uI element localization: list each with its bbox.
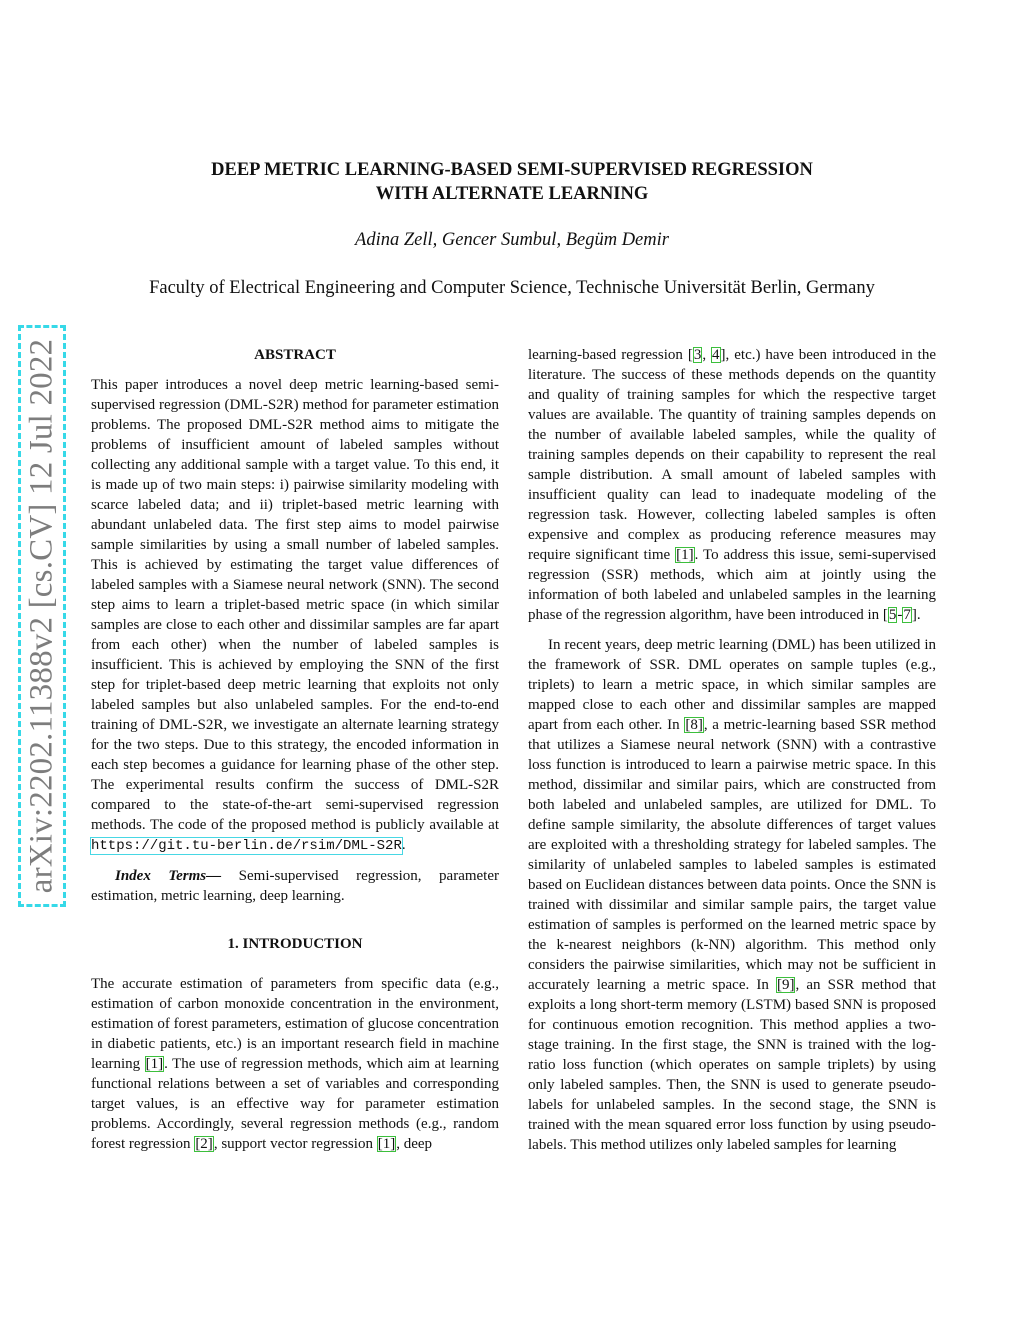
citation-link[interactable]: 7 (903, 607, 911, 623)
citation-link[interactable]: [1] (377, 1136, 396, 1152)
citation-link[interactable]: [1] (145, 1056, 164, 1072)
arxiv-stamp (18, 325, 66, 907)
intro-paragraph-1: The accurate estimation of parameters from specific data (e.g., estimation of carbon monoxide concentration in the environment, estimation of forest parameters, estimation of glucose concentration in diabetic patients, etc.) is an important research field in machine learning [1]. The use of regression methods, which aim at learning functional relations between a set of variables and corresponding target values, is an effective way for parameter estimation problems. Accordingly, several regression methods (e.g., random forest regression [2], support vector regression [1], deep (91, 976, 499, 1152)
index-terms: Index Terms— Semi-supervised regression, parameter estimation, metric learning, deep learning. (91, 868, 500, 904)
affiliation: Faculty of Electrical Engineering and Computer Science, Technische Universität Berlin, Germany (149, 278, 875, 298)
abstract-text: This paper introduces a novel deep metric learning-based semi-supervised regression (DML-S2R) method for parameter estimation problems. The proposed DML-S2R method aims to mitigate the problems of insufficient amount of labeled samples without collecting any additional sample with a target value. To this end, it is made up of two main steps: i) pairwise similarity modeling with scarce labeled data; and ii) triplet-based metric learning with abundant unlabeled data. The first step aims to model pairwise sample similarities by using a small number of labeled samples. This is achieved by estimating the target value differences of labeled samples with a Siamese neural network (SNN). The second step aims to learn a triplet-based metric space (in which similar samples are close to each other and dissimilar samples are far apart from each other) when the number of labeled samples is insufficient. This is achieved by employing the SNN of the first step for triplet-based deep metric learning that exploits not only labeled samples but also unlabeled samples. For the end-to-end training of DML-S2R, we investigate an alternate learning strategy for the two steps. Due to this strategy, the encoded information in each step becomes a guidance for learning phase of the other step. The experimental results confirm the success of DML-S2R compared to the state-of-the-art semi-supervised regression methods. The code of the proposed method is publicly available at https://git.tu-berlin.de/rsim/DML-S2R. (91, 377, 499, 854)
citation-link[interactable]: [1] (676, 547, 694, 563)
intro-paragraph-2: In recent years, deep metric learning (DML) has been utilized in the framework of SSR. DML operates on sample tuples (e.g., triplets) to learn a metric space, in which similar samples are mapped close to each other and dissimilar samples are mapped apart from each other. In [8], a metric-learning based SSR method that utilizes a Siamese neural network (SNN) with a contrastive loss function is introduced to learn a pairwise metric space. In this method, dissimilar and similar pairs, which are constructed from both labeled and unlabeled samples, are utilized for DML. To define sample similarity, the absolute differences of target values are exploited with a thresholding strategy for labeled samples. The similarity of unlabeled samples to labeled samples is estimated based on Euclidean distances between data points. Once the SNN is trained with dissimilar and similar sample pairs, the target value estimation of samples is performed on the learned metric space by the k-nearest neighbors (k-NN) algorithm. This method only considers the pairwise similarities, which may not be sufficient in accurately learning a metric space. In [9], an SSR method that exploits a long short-term memory (LSTM) based SNN is proposed for continuous emotion recognition. This method applies a two-stage training. In the first stage, the SNN is trained with the log-ratio loss function (which operates on sample triplets) by using only labeled samples. Then, the SNN is used to generate pseudo-labels for unlabeled samples. In the second stage, the SNN is trained with the mean squared error loss function by using pseudo-labels. This method utilizes only labeled samples for learning (528, 637, 936, 1153)
left-column (91, 345, 499, 1154)
citation-link[interactable]: [2] (195, 1136, 213, 1152)
arxiv-id: arXiv:2202.11388v2 [cs.CV] 12 Jul 2022 (23, 338, 60, 894)
citation-link[interactable]: 4 (712, 347, 720, 363)
citation-link[interactable]: 3 (693, 347, 702, 363)
index-terms-label: Index Terms— (115, 868, 222, 884)
intro-paragraph-1-continued: learning-based regression [3, 4], etc.) have been introduced in the literature. The success of these methods depends on the quantity and quality of training samples for which the respective target values are available. The quantity of training samples depends on the number of available labeled samples, while the quality of training samples depends on their capability to represent the real sample distribution. A small amount of labeled samples with insufficient quality can lead to inadequate modeling of the regression task. However, collecting labeled samples is often expensive and complex as producing reference measures may require significant time [1]. To address this issue, semi-supervised regression (SSR) methods, which aim at jointly using the information of both labeled and unlabeled samples in the learning phase of the regression algorithm, have been introduced in [5-7]. (528, 347, 937, 623)
introduction-heading: 1. INTRODUCTION (227, 936, 363, 952)
abstract-heading: ABSTRACT (254, 347, 336, 363)
citation-link[interactable]: 5 (888, 607, 897, 623)
citation-link[interactable]: [9] (776, 977, 795, 993)
right-column (528, 345, 936, 1155)
citation-link[interactable]: [8] (685, 717, 703, 733)
paper-title (0, 158, 1024, 206)
title-line-2: WITH ALTERNATE LEARNING (375, 184, 649, 204)
authors: Adina Zell, Gencer Sumbul, Begüm Demir (355, 230, 669, 250)
title-line-1: DEEP METRIC LEARNING-BASED SEMI-SUPERVISED REGRESSION (211, 160, 813, 180)
code-url-link[interactable]: https://git.tu-berlin.de/rsim/DML-S2R (91, 838, 402, 854)
